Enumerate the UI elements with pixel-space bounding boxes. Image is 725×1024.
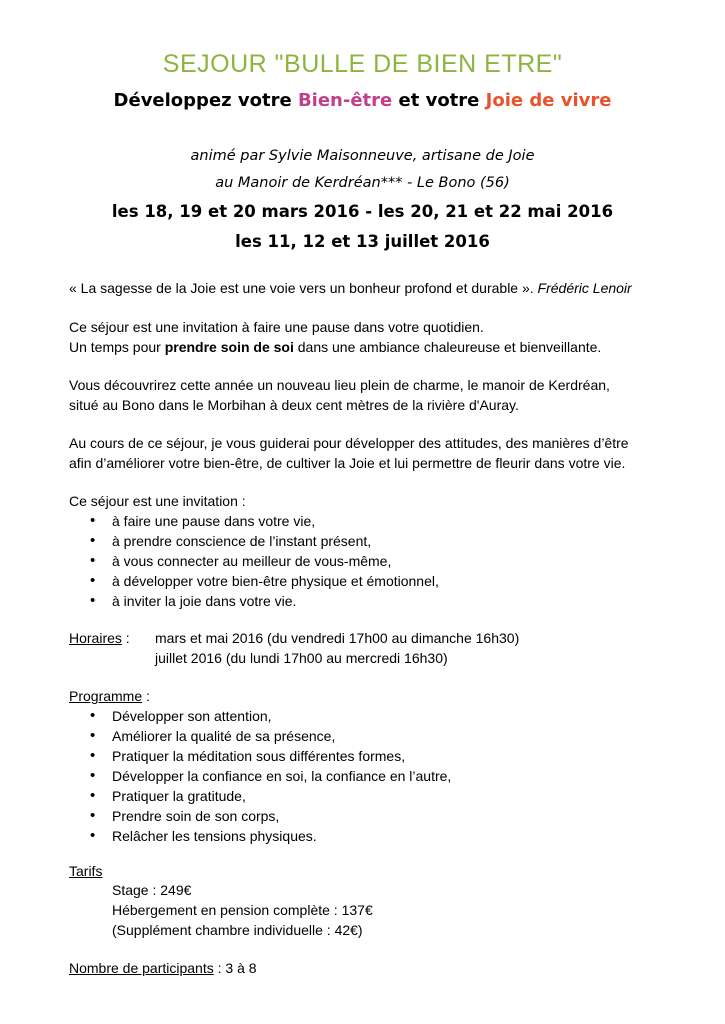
list-item: • à vous connecter au meilleur de vous-même, xyxy=(88,551,439,571)
horaires-sep: : xyxy=(121,630,130,646)
programme-label-line xyxy=(69,686,150,706)
tarif-hebergement: Hébergement en pension complète : 137€ xyxy=(112,902,373,918)
paragraph-2-line-2: situé au Bono dans le Morbihan à deux cent mètres de la rivière d'Auray. xyxy=(69,397,519,413)
p1-bold-text: prendre soin de soi xyxy=(164,339,294,355)
list-item: • à développer votre bien-être physique et émotionnel, xyxy=(88,571,439,591)
paragraph-1-line-1: Ce séjour est une invitation à faire une pause dans votre quotidien. xyxy=(69,319,484,335)
page-title: SEJOUR "BULLE DE BIEN ETRE" xyxy=(162,50,563,78)
page-subtitle xyxy=(0,90,725,111)
programme-sep: : xyxy=(142,688,150,704)
list-item: • Relâcher les tensions physiques. xyxy=(88,826,451,846)
animator-line: animé par Sylvie Maisonneuve, artisane de Joie xyxy=(190,148,535,164)
tarifs-label: Tarifs xyxy=(69,863,103,879)
list-item: • Développer son attention, xyxy=(88,706,451,726)
dates-line-1: les 18, 19 et 20 mars 2016 - les 20, 21 et 22 mai 2016 xyxy=(111,202,614,221)
participants-line xyxy=(69,958,257,978)
subtitle-highlight-bien-etre: Bien-être xyxy=(297,90,393,111)
paragraph-3-line-2: afin d’améliorer votre bien-être, de cultiver la Joie et lui permettre de fleurir dans votre vie. xyxy=(69,455,626,471)
horaires-line-2: juillet 2016 (du lundi 17h00 au mercredi 16h30) xyxy=(155,650,448,666)
paragraph-2-line-1: Vous découvrirez cette année un nouveau lieu plein de charme, le manoir de Kerdréan, xyxy=(69,377,610,393)
programme-list xyxy=(88,706,451,846)
list-item: • Prendre soin de son corps, xyxy=(88,806,451,826)
tarif-stage: Stage : 249€ xyxy=(112,882,192,898)
p1-text-a: Un temps pour xyxy=(69,339,165,355)
horaires-label: Horaires xyxy=(69,630,122,646)
subtitle-part2: et votre xyxy=(392,90,486,111)
horaires-label-line xyxy=(69,628,130,648)
quote xyxy=(69,278,632,298)
programme-label: Programme xyxy=(69,688,143,704)
invitation-list xyxy=(88,511,439,611)
list-item: • Pratiquer la méditation sous différentes formes, xyxy=(88,746,451,766)
list-item: • à faire une pause dans votre vie, xyxy=(88,511,439,531)
subtitle-highlight-joie: Joie de vivre xyxy=(485,90,612,111)
subtitle-part1: Développez votre xyxy=(113,90,298,111)
list-item: • Développer la confiance en soi, la confiance en l’autre, xyxy=(88,766,451,786)
location-line: au Manoir de Kerdréan*** - Le Bono (56) xyxy=(215,175,510,191)
participants-value: : 3 à 8 xyxy=(213,960,257,976)
horaires-line-1: mars et mai 2016 (du vendredi 17h00 au dimanche 16h30) xyxy=(155,630,520,646)
list-item: • Améliorer la qualité de sa présence, xyxy=(88,726,451,746)
p1-text-b: dans une ambiance chaleureuse et bienveillante. xyxy=(293,339,602,355)
list-item: • Pratiquer la gratitude, xyxy=(88,786,451,806)
tarif-supplement: (Supplément chambre individuelle : 42€) xyxy=(112,922,363,938)
list-item: • à inviter la joie dans votre vie. xyxy=(88,591,439,611)
paragraph-3-line-1: Au cours de ce séjour, je vous guiderai pour développer des attitudes, des manières d’être xyxy=(69,435,629,451)
dates-line-2: les 11, 12 et 13 juillet 2016 xyxy=(235,232,490,251)
participants-label: Nombre de participants xyxy=(69,960,214,976)
quote-text: « La sagesse de la Joie est une voie vers un bonheur profond et durable ». xyxy=(69,280,538,296)
list-item: • à prendre conscience de l’instant présent, xyxy=(88,531,439,551)
paragraph-1-line-2 xyxy=(69,337,601,357)
quote-author: Frédéric Lenoir xyxy=(537,280,632,296)
invitation-heading: Ce séjour est une invitation : xyxy=(69,493,246,509)
